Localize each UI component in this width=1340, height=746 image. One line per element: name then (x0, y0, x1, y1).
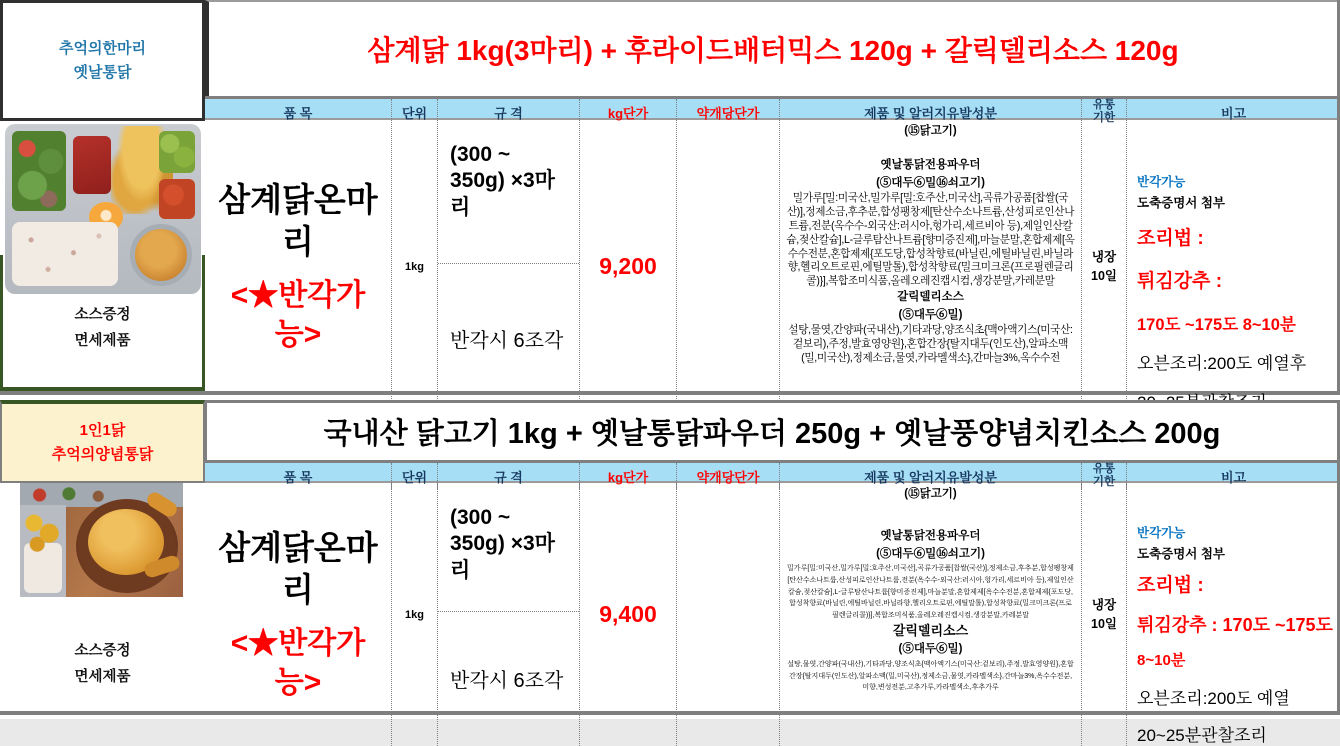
table-row (205, 483, 1337, 745)
col-header-per-unit-price: 약개당단가 (677, 463, 780, 489)
spec-half-cut: 반각시 6조각 (450, 670, 564, 693)
item-cell (205, 483, 392, 746)
allergen-powder-name: 옛날통닭전용파우더 (880, 529, 981, 542)
kg-price-cell: 9,400 (580, 483, 677, 746)
note-frying: 튀김강추 : (1137, 271, 1223, 292)
note-cooking-method: 조리법 : (1137, 575, 1204, 596)
brand-label-line1: 1인1닭 (79, 421, 126, 439)
col-header-allergen: 제품 및 알러지유발성분 (780, 99, 1082, 125)
note-frying: 튀김강추 : 170도 ~175도 (1137, 615, 1333, 635)
col-header-shelf-life: 유통 기한 (1082, 463, 1127, 489)
table-header-row (205, 96, 1337, 124)
allergen-sauce-codes: (⑤대두⑥밀) (898, 308, 963, 321)
note-certificate: 도축증명서 첨부 (1137, 196, 1225, 210)
green-accent-border (0, 255, 205, 391)
unit-cell: 1kg (392, 483, 438, 746)
caption-line2: 면세제품 (74, 669, 131, 686)
table-row (205, 120, 1337, 391)
photo-salad (12, 131, 66, 211)
brand-label-line2: 옛날통닭 (73, 63, 132, 81)
brand-label-line2: 추억의양념통닭 (51, 445, 154, 463)
brand-label-line1: 추억의한마리 (59, 39, 146, 57)
allergen-powder-codes: (⑤대두⑥밀⑯쇠고기) (876, 176, 985, 189)
photo-red-sauce (73, 136, 111, 194)
note-oven-1: 오븐조리:200도 예열 (1137, 689, 1290, 708)
item-cell (205, 120, 392, 413)
col-header-note: 비고 (1220, 469, 1247, 485)
table-header-row (205, 460, 1337, 488)
note-frying-temp: 170도 ~175도 8~10분 (1137, 316, 1296, 334)
allergen-chicken: (⑮닭고기) (904, 488, 957, 500)
col-header-item: 품 목 (205, 463, 392, 489)
shelf-life-cell: 냉장 10일 (1082, 483, 1127, 746)
product-title: 국내산 닭고기 1kg + 옛날통닭파우더 250g + 옛날풍양념치킨소스 200g (205, 400, 1337, 460)
allergen-cell (780, 483, 1082, 746)
allergen-powder-ingredients: 밀가루[밀:미국산,밀가루[밀:호주산,미국산],곡류가공품[찹쌀(국산)],정제소금,후추분,합성팽창제[탄산수소나트륨,산성피로인산나트륨,전분(옥수수-외국산:러시아,헝가리,세르비아 등),제일인산칼슘,젖산칼슘],L-글루탐산나트륨[향미증진제],마늘분말,혼합제제[옥수수전분,혼합제제{포도당,합성착향료(바닐린,에틸바닐린,바닐라향,헬리오트로핀,에틸말톨),합성착향료(밀크미크론(프로필렌글리콜)}],복합조미식품,올레오레진캡시컴,생강분말,카레분말 (787, 565, 1074, 619)
allergen-sauce-name: 갈릭델리소스 (897, 290, 964, 303)
item-half-cut-note: <★반각가능> (230, 626, 366, 699)
note-oven-1: 오븐조리:200도 예열후 (1137, 354, 1307, 373)
item-half-cut-note: <★반각가능> (230, 278, 366, 351)
col-header-spec: 규 격 (438, 463, 580, 489)
col-header-kg-price: kg단가 (580, 99, 677, 125)
allergen-sauce-ingredients: 설탕,물엿,간양파(국내산),기타과당,양조식초{맥아액기스(미국산:겉보리),주정,발효영양원},혼합간장{탈지대두(인도산),알파소맥(밀,미국산),정제소금,물엿,카라멜색소},간마늘3%,옥수수전분,미향,변성전분,고추가루,카라멜색소,후추가루 (787, 661, 1074, 692)
per-unit-price-cell (677, 483, 780, 746)
col-header-allergen: 제품 및 알러지유발성분 (780, 463, 1082, 489)
per-unit-price-cell (677, 120, 780, 413)
spec-cell (438, 120, 580, 413)
allergen-sauce-ingredients: 설탕,물엿,간양파(국내산),기타과당,양조식초{맥아액기스(미국산:겉보리),주정,발효영양원},혼합간장{탈지대두(인도산),알파소맥(밀,미국산),정제소금,물엿,카라멜색소},간마늘3%,옥수수전 (788, 324, 1073, 364)
section1-table (205, 0, 1340, 391)
product-title: 삼계닭 1kg(3마리) + 후라이드배터믹스 120g + 갈릭델리소스 120g (205, 0, 1337, 96)
item-name: 삼계닭온마리 (218, 181, 378, 260)
col-header-kg-price: kg단가 (580, 463, 677, 489)
caption-line1: 소스증정 (74, 307, 131, 323)
allergen-powder-codes: (⑤대두⑥밀⑯쇠고기) (876, 547, 985, 560)
note-cell (1127, 120, 1340, 413)
col-header-unit: 단위 (392, 99, 438, 125)
section1-brand-label (0, 0, 205, 121)
section2-left-column (0, 400, 205, 711)
allergen-cell (780, 120, 1082, 413)
spec-half-cut: 반각시 6조각 (450, 329, 564, 352)
shelf-life-cell: 냉장 10일 (1082, 120, 1127, 413)
photo-cucumber (159, 131, 195, 173)
note-half-cut: 반각가능 (1137, 526, 1186, 540)
caption-line2: 면세제품 (74, 333, 131, 350)
unit-cell: 1kg (392, 120, 438, 413)
section2-brand-label (0, 400, 205, 483)
allergen-sauce-name: 갈릭델리소스 (892, 623, 969, 639)
allergen-powder-name: 옛날통닭전용파우더 (880, 158, 981, 171)
allergen-chicken: (⑮닭고기) (904, 125, 957, 137)
col-header-item: 품 목 (205, 99, 392, 125)
photo-kimchi (159, 179, 195, 219)
note-frying-temp: 8~10분 (1137, 652, 1186, 669)
col-header-unit: 단위 (392, 463, 438, 489)
col-header-note: 비고 (1220, 105, 1247, 121)
kg-price-cell: 9,200 (580, 120, 677, 413)
item-name: 삼계닭온마리 (218, 529, 378, 608)
col-header-shelf-life: 유통 기한 (1082, 99, 1127, 125)
spec-weight: (300 ~ 350g) ×3마리 (438, 483, 579, 612)
note-cell (1127, 483, 1340, 746)
note-cooking-method: 조리법 : (1137, 228, 1204, 249)
col-header-spec: 규 격 (438, 99, 580, 125)
section-seasoned-chicken (0, 400, 1340, 745)
photo-caption (0, 638, 205, 690)
note-certificate: 도축증명서 첨부 (1137, 547, 1225, 561)
photo-curry (22, 509, 62, 553)
caption-line1: 소스증정 (74, 643, 131, 659)
spec-cell (438, 483, 580, 746)
allergen-powder-ingredients: 밀가루[밀:미국산,밀가루[밀:호주산,미국산],곡류가공품[찹쌀(국산)],정제소금,후추분,합성팽창제[탄산수소나트륨,산성피로인산나트륨,전분(옥수수-외국산:러시아,헝가리,세르비아 등),제일인산칼슘,젖산칼슘],L-글루탐산나트륨[향미증진제],마늘분말,혼합제제[옥수수전분,혼합제제{포도당,합성착향료(바닐린,에틸바닐린,바닐라향,헬리오트로핀,에틸말톨),합성착향료(밀크미크론(프로필렌글리콜)}],복합조미식품,올레오레진캡시컴,생강분말,카레분말 (786, 192, 1075, 288)
allergen-sauce-codes: (⑤대두⑥밀) (898, 643, 963, 656)
spec-weight: (300 ~ 350g) ×3마리 (438, 120, 579, 264)
col-header-per-unit-price: 약개당단가 (677, 99, 780, 125)
note-oven-2: 20~25분관찰조리 (1137, 726, 1267, 745)
product-photo-whole-chicken (20, 483, 183, 597)
note-half-cut: 반각가능 (1137, 175, 1186, 189)
section2-table (205, 400, 1340, 745)
section1-left-column (0, 0, 205, 391)
